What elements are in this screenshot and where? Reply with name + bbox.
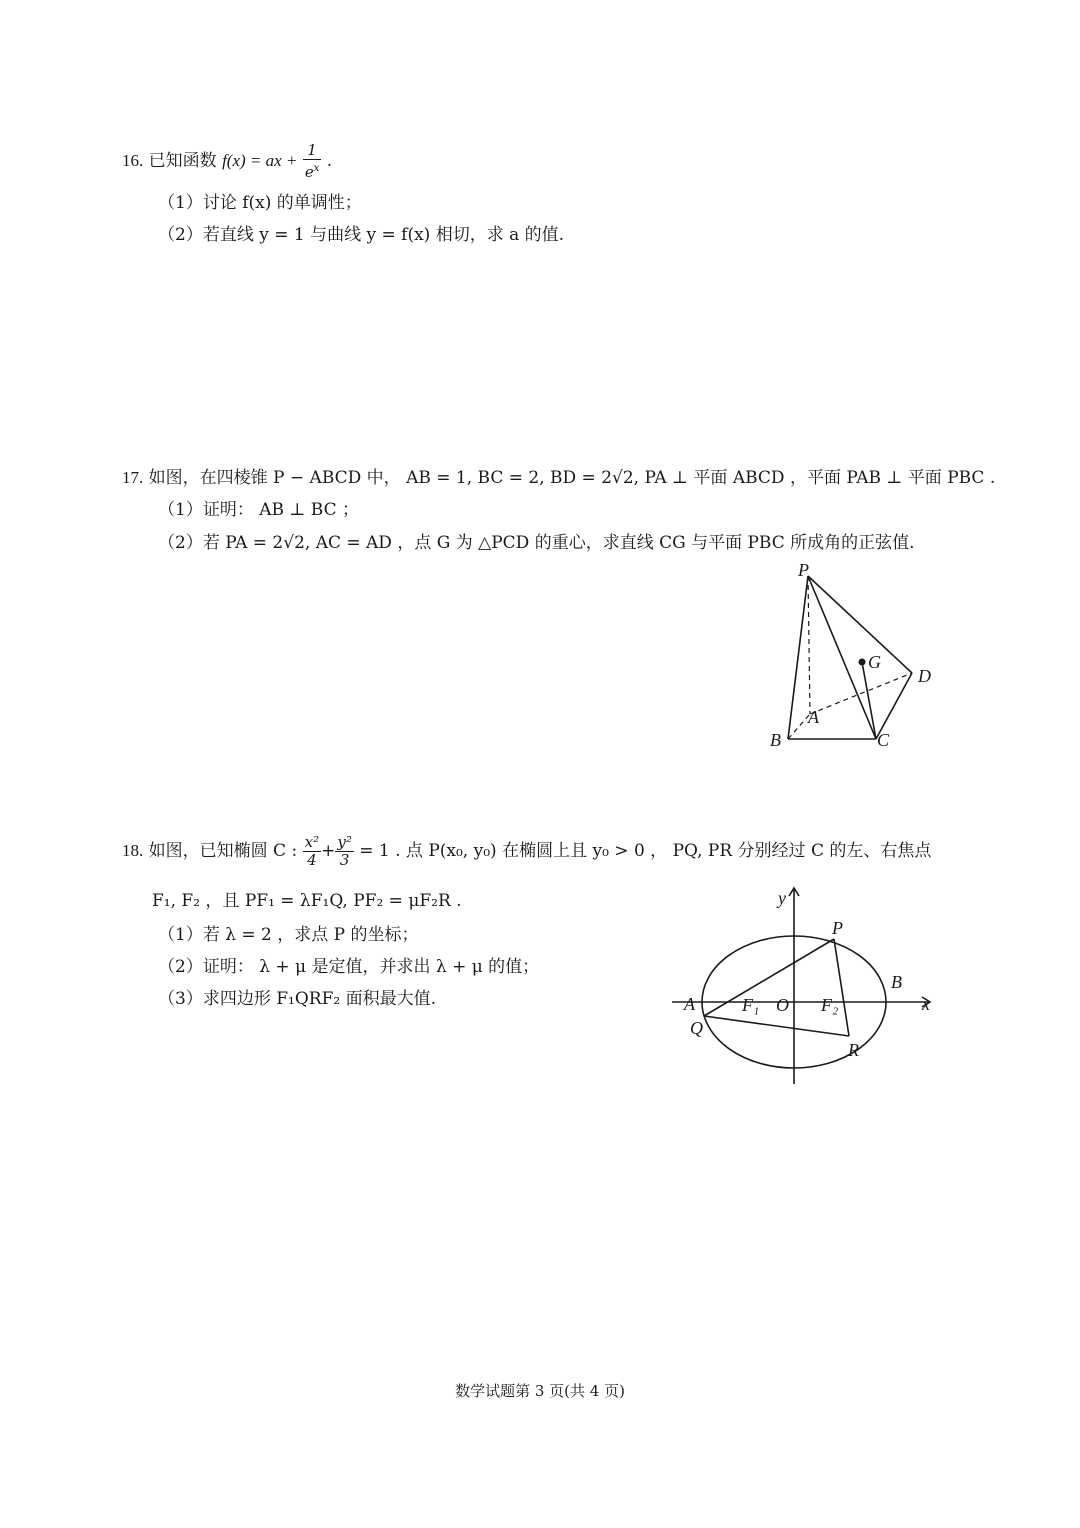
q16-part1: （1）讨论 f(x) 的单调性；	[158, 193, 362, 213]
label-R: R	[848, 1040, 859, 1060]
q16-number: 16.	[122, 151, 144, 170]
q18-stem-text-a: 如图，已知椭圆 C :	[148, 841, 298, 861]
q18-fraction-y: $\frac{\text{y²}}{3}$	[337, 833, 352, 869]
segment-PR	[834, 939, 849, 1036]
q18-stem: 18. 如图，已知椭圆 C : $\frac{\text{x²}}{4}$ + $\frac{\text{y²}}{3}$ = 1 . 点 P(x₀, y₀) 在椭圆上且 y₀ > 0 ， PQ, PR 分别经过 C 的左、右焦点	[122, 833, 932, 869]
q16-frac-denominator: $e^x$	[304, 163, 320, 181]
q18-stem-text-b: = 1 . 点 P(x₀, y₀) 在椭圆上且 y₀ > 0 ， PQ, PR 分别经过 C 的左、右焦点	[359, 841, 932, 861]
q16-part2: （2）若直线 y = 1 与曲线 y = f(x) 相切，求 a 的值.	[158, 225, 565, 245]
q16-frac-numerator: 1	[303, 142, 322, 160]
q16-stem-end: .	[321, 151, 333, 171]
point-G	[859, 659, 866, 666]
edge-PA	[808, 576, 810, 714]
q18-part2: （2）证明： λ + μ 是定值，并求出 λ + μ 的值；	[158, 957, 540, 977]
q17-stem-text: 如图，在四棱锥 P − ABCD 中， AB = 1, BC = 2, BD = 2√2, PA ⊥ 平面 ABCD ，平面 PAB ⊥ 平面 PBC .	[148, 468, 996, 488]
q16-stem	[122, 142, 332, 181]
page-footer: 数学试题第 3 页(共 4 页)	[455, 1382, 625, 1400]
label-y: y	[778, 888, 786, 908]
label-A: A	[684, 994, 695, 1014]
q16-stem-text: 已知函数	[148, 151, 223, 171]
segment-QR	[704, 1016, 849, 1036]
q18-number: 18.	[122, 841, 144, 860]
q18-fraction-x: $\frac{\text{x²}}{4}$	[304, 833, 320, 869]
q17-part1: （1）证明： AB ⊥ BC ；	[158, 500, 360, 520]
label-x: x	[922, 994, 930, 1014]
q18-stem-cont: F₁, F₂ ，且 PF₁ = λF₁Q, PF₂ = μF₂R .	[152, 891, 462, 911]
q16-fraction	[303, 142, 322, 181]
q18-part3: （3）求四边形 F₁QRF₂ 面积最大值.	[158, 989, 436, 1009]
label-F2: F₂	[821, 995, 839, 1015]
q17-number: 17.	[122, 468, 144, 487]
label-G: G	[868, 652, 881, 672]
label-O: O	[776, 995, 789, 1015]
q17-pyramid-figure	[760, 556, 960, 756]
edge-AD	[810, 673, 912, 714]
label-P: P	[832, 918, 843, 938]
q17-stem	[122, 465, 995, 491]
label-Q: Q	[690, 1018, 703, 1038]
label-B: B	[770, 730, 781, 750]
segment-PQ	[704, 939, 834, 1016]
q16-function: f(x) = ax +	[222, 151, 298, 170]
label-A: A	[808, 707, 819, 727]
q18-part1: （1）若 λ = 2 ，求点 P 的坐标；	[158, 925, 419, 945]
edge-PB	[788, 576, 808, 739]
q18-ellipse-figure	[666, 878, 946, 1090]
label-P: P	[798, 560, 809, 580]
label-F1: F₁	[742, 995, 760, 1015]
label-D: D	[918, 666, 931, 686]
label-B: B	[891, 972, 902, 992]
segment-CG	[862, 662, 876, 739]
edge-PD	[808, 576, 912, 673]
label-C: C	[877, 730, 890, 750]
q17-part2: （2）若 PA = 2√2, AC = AD ，点 G 为 △PCD 的重心，求直线 CG 与平面 PBC 所成角的正弦值.	[158, 533, 915, 553]
